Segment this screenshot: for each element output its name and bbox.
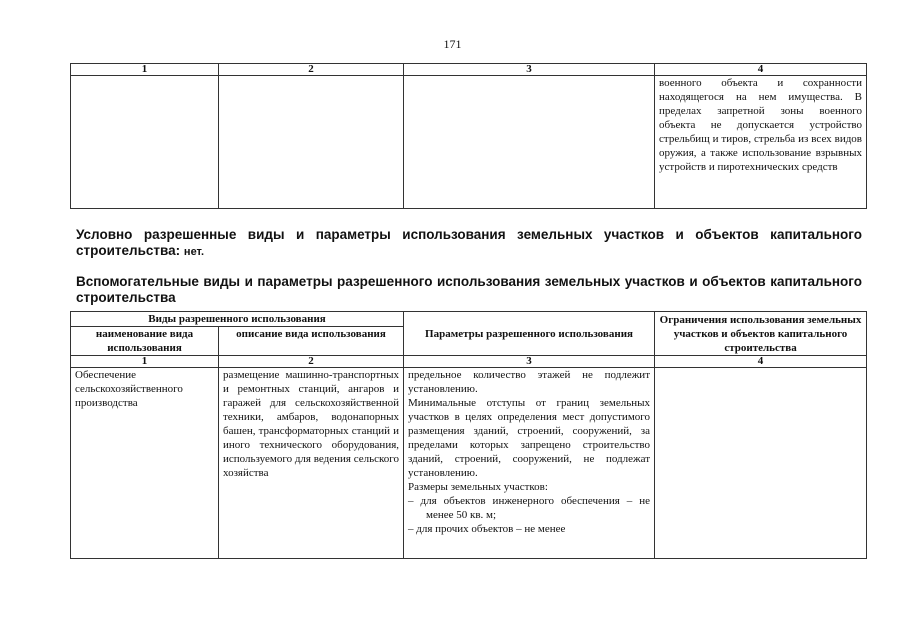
column-number-4: 4	[655, 64, 867, 76]
params-header: Параметры разрешенного использования	[404, 312, 655, 356]
table-row	[71, 76, 867, 209]
restriction-text: военного объекта и сохранности находящегося на нем имущества. В пределах запретной зоны военного объекта не допускается устройство стрельбищ и тиров, стрельба из всех видов оружия, а также использование взрывных устройств и пиротехнических средств	[655, 76, 867, 209]
column-number-2: 2	[219, 356, 404, 368]
column-number-4: 4	[655, 356, 867, 368]
params-paragraph: предельное количество этажей не подлежит установлению.	[408, 369, 651, 395]
group-header: Виды разрешенного использования	[71, 312, 404, 327]
heading-suffix: нет.	[183, 246, 205, 258]
name-subheader: наименование вида использования	[71, 327, 219, 356]
table-header-row	[71, 64, 867, 76]
params-paragraph: Размеры земельных участков:	[408, 481, 548, 493]
page-number: 171	[443, 37, 462, 51]
list-item: – для прочих объектов – не менее	[408, 523, 566, 535]
column-number-3: 3	[404, 356, 655, 368]
limits-header: Ограничения использования земельных участков и объектов капитального строительства	[655, 312, 867, 356]
use-description-cell: размещение машинно-транспортных и ремонтных станций, ангаров и гаражей для сельскохозяйственной техники, амбаров, водонапорных башен, трансформаторных станций и иного технического оборудования, используемого для ведения сельского хозяйства	[219, 368, 404, 559]
use-limits-cell	[655, 368, 867, 559]
table-header-row	[71, 312, 867, 327]
table-continuation	[70, 63, 867, 209]
conditional-uses-heading	[76, 227, 862, 260]
use-name-cell: Обеспечение сельскохозяйственного производства	[71, 368, 219, 559]
column-number-3: 3	[404, 64, 655, 76]
list-item: – для объектов инженерного обеспечения – не менее 50 кв. м;	[408, 495, 651, 521]
params-paragraph: Минимальные отступы от границ земельных участков в целях определения мест допустимого размещения зданий, строений, сооружений, за пределами которых запрещено строительство зданий, строений, сооружений, не подлежат установлению.	[408, 397, 651, 479]
column-number-1: 1	[71, 356, 219, 368]
table-row	[71, 368, 867, 559]
auxiliary-uses-heading: Вспомогательные виды и параметры разрешенного использования земельных участков и объектов капитального строительства	[76, 274, 862, 305]
heading-text: Условно разрешенные виды и параметры использования земельных участков и объектов капитального строительства:	[76, 227, 862, 258]
table-cell	[219, 76, 404, 209]
use-params-cell	[404, 368, 655, 559]
column-number-1: 1	[71, 64, 219, 76]
auxiliary-uses-table	[70, 311, 867, 559]
description-subheader: описание вида использования	[219, 327, 404, 356]
column-number-2: 2	[219, 64, 404, 76]
column-number-row	[71, 356, 867, 368]
table-cell	[404, 76, 655, 209]
table-cell	[71, 76, 219, 209]
